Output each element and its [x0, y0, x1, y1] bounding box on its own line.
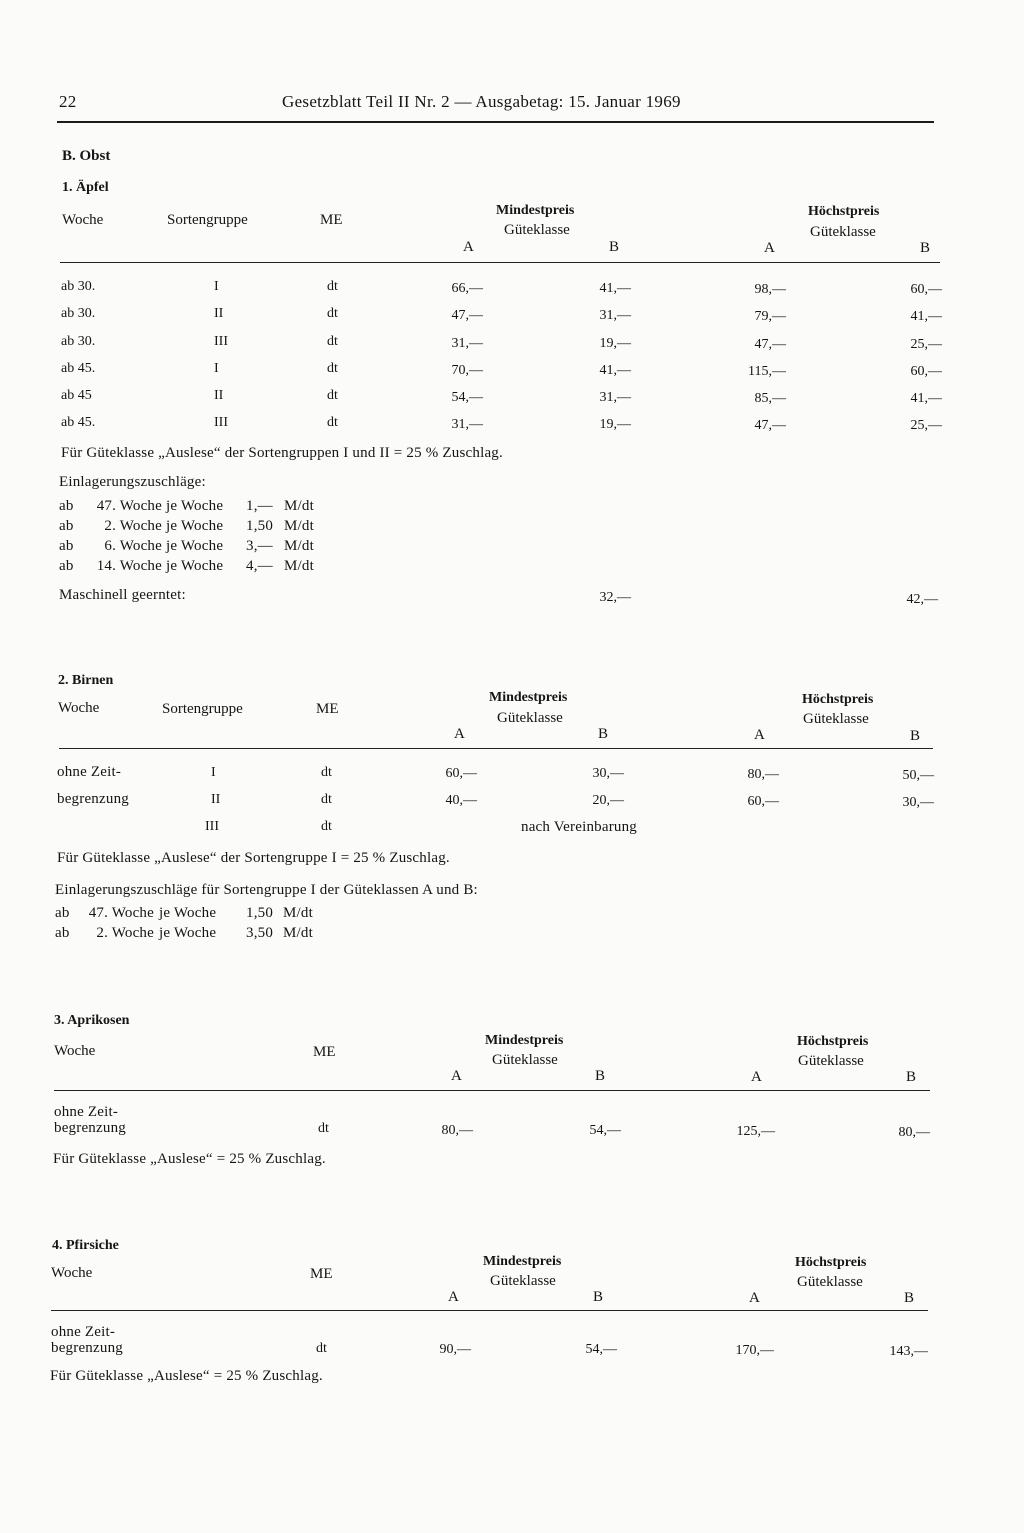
row-max-a: 47,—	[754, 337, 786, 352]
einl-ab: ab	[59, 538, 74, 554]
row-max-a: 98,—	[754, 282, 786, 297]
row-min-a: 60,—	[445, 766, 477, 781]
row-min-a: 54,—	[451, 390, 483, 405]
row-me: dt	[327, 361, 338, 376]
einl-betrag: 3,50	[246, 925, 274, 941]
row-min-b: 19,—	[599, 417, 631, 432]
einl-unit: M/dt	[284, 518, 314, 534]
col-gueteklasse-min: Güteklasse	[492, 1052, 558, 1068]
col-woche: Woche	[54, 1043, 96, 1059]
einl-woche: 2. Woche	[96, 925, 154, 941]
einl-ab: ab	[59, 518, 74, 534]
row-min-a: 90,—	[439, 1342, 471, 1357]
row-sorte: I	[211, 765, 216, 780]
row-me: dt	[327, 279, 338, 294]
einl-ab: ab	[55, 905, 70, 921]
col-sortengruppe: Sortengruppe	[167, 212, 248, 228]
row-max-b: 25,—	[910, 418, 942, 433]
col-mindestpreis: Mindestpreis	[483, 1254, 562, 1269]
row-min-b: 31,—	[599, 308, 631, 323]
row-sorte: I	[214, 279, 219, 294]
row-me: dt	[327, 306, 338, 321]
row-note: nach Vereinbarung	[521, 819, 637, 835]
aepfel-einlagerung-title: Einlagerungszuschläge:	[59, 474, 206, 490]
row-max-a: 47,—	[754, 418, 786, 433]
row-me: dt	[327, 334, 338, 349]
row-min-b: 19,—	[599, 336, 631, 351]
row-sorte: II	[214, 388, 224, 403]
col-hoechstpreis: Höchstpreis	[808, 204, 880, 219]
section-title: B. Obst	[62, 148, 111, 164]
row-min-a: 70,—	[451, 363, 483, 378]
col-hoechstpreis: Höchstpreis	[797, 1034, 869, 1049]
row-max-b: 50,—	[902, 768, 934, 783]
maschinell-min: 32,—	[599, 590, 631, 605]
einl-unit: M/dt	[284, 538, 314, 554]
col-gueteklasse-min: Güteklasse	[490, 1273, 556, 1289]
col-max-a: A	[754, 727, 765, 743]
col-max-a: A	[749, 1290, 760, 1306]
row-woche: ab 30.	[61, 306, 96, 321]
pfirsiche-table-rule	[51, 1310, 928, 1311]
page-number: 22	[59, 92, 77, 111]
birnen-woche-line1: ohne Zeit-	[57, 764, 122, 780]
row-woche: ab 30.	[61, 334, 96, 349]
row-max-a: 80,—	[747, 767, 779, 782]
col-gueteklasse-min: Güteklasse	[497, 710, 563, 726]
col-woche: Woche	[58, 700, 100, 716]
col-min-a: A	[454, 726, 465, 742]
col-min-b: B	[598, 726, 609, 742]
row-me: dt	[321, 765, 332, 780]
row-max-b: 60,—	[910, 364, 942, 379]
row-min-b: 54,—	[585, 1342, 617, 1357]
row-min-b: 31,—	[599, 390, 631, 405]
col-gueteklasse-min: Güteklasse	[504, 222, 570, 238]
einl-unit: M/dt	[284, 558, 314, 574]
row-max-b: 80,—	[898, 1125, 930, 1140]
row-me: dt	[327, 388, 338, 403]
aepfel-title: 1. Äpfel	[62, 180, 109, 195]
row-max-a: 60,—	[747, 794, 779, 809]
row-me: dt	[327, 415, 338, 430]
einl-betrag: 1,50	[246, 518, 274, 534]
col-woche: Woche	[62, 212, 104, 228]
aepfel-table-rule	[60, 262, 940, 263]
row-sorte: II	[211, 792, 221, 807]
row-sorte: III	[214, 334, 228, 349]
col-max-b: B	[910, 728, 921, 744]
birnen-note: Für Güteklasse „Auslese“ der Sortengruppe I = 25 % Zuschlag.	[57, 850, 450, 866]
einl-woche: 6. Woche	[104, 538, 162, 554]
einl-woche: 47. Woche	[88, 905, 154, 921]
row-woche: ab 45.	[61, 361, 96, 376]
row-sorte: III	[205, 819, 219, 834]
row-min-a: 66,—	[451, 281, 483, 296]
row-max-a: 125,—	[736, 1124, 775, 1139]
maschinell-max: 42,—	[906, 592, 938, 607]
col-hoechstpreis: Höchstpreis	[802, 692, 874, 707]
row-min-a: 40,—	[445, 793, 477, 808]
pfirsiche-note: Für Güteklasse „Auslese“ = 25 % Zuschlag.	[50, 1368, 323, 1384]
pfirsiche-title: 4. Pfirsiche	[52, 1238, 119, 1253]
row-sorte: II	[214, 306, 224, 321]
col-max-a: A	[751, 1069, 762, 1085]
row-max-a: 115,—	[748, 364, 786, 379]
row-max-b: 25,—	[910, 337, 942, 352]
row-woche: ab 45	[61, 388, 92, 403]
col-gueteklasse-max: Güteklasse	[797, 1274, 863, 1290]
row-sorte: I	[214, 361, 219, 376]
einl-unit: M/dt	[283, 905, 313, 921]
aepfel-note: Für Güteklasse „Auslese“ der Sortengruppen I und II = 25 % Zuschlag.	[61, 445, 503, 461]
col-min-b: B	[609, 239, 620, 255]
row-woche-line1: ohne Zeit-	[54, 1104, 119, 1120]
row-woche: ab 45.	[61, 415, 96, 430]
page-header-title: Gesetzblatt Teil II Nr. 2 — Ausgabetag: 15. Januar 1969	[282, 92, 681, 111]
row-max-a: 85,—	[754, 391, 786, 406]
row-max-b: 60,—	[910, 282, 942, 297]
col-max-b: B	[920, 240, 931, 256]
row-max-b: 41,—	[910, 309, 942, 324]
row-woche-line2: begrenzung	[51, 1340, 123, 1356]
row-me: dt	[318, 1121, 329, 1136]
einl-betrag: 1,—	[246, 498, 273, 514]
col-gueteklasse-max: Güteklasse	[810, 224, 876, 240]
einl-je: je Woche	[166, 518, 224, 534]
row-min-b: 54,—	[589, 1123, 621, 1138]
einl-ab: ab	[55, 925, 70, 941]
einl-betrag: 4,—	[246, 558, 273, 574]
birnen-table-rule	[59, 748, 933, 749]
birnen-woche-line2: begrenzung	[57, 791, 129, 807]
einl-je: je Woche	[166, 558, 224, 574]
maschinell-label: Maschinell geerntet:	[59, 587, 186, 603]
row-me: dt	[316, 1341, 327, 1356]
row-min-a: 80,—	[441, 1123, 473, 1138]
col-me: ME	[320, 212, 343, 228]
col-max-a: A	[764, 240, 775, 256]
birnen-einlagerung-title: Einlagerungszuschläge für Sortengruppe I der Güteklassen A und B:	[55, 882, 478, 898]
einl-unit: M/dt	[283, 925, 313, 941]
col-mindestpreis: Mindestpreis	[496, 203, 575, 218]
row-sorte: III	[214, 415, 228, 430]
row-me: dt	[321, 819, 332, 834]
row-min-b: 41,—	[599, 281, 631, 296]
col-max-b: B	[904, 1290, 915, 1306]
col-me: ME	[316, 701, 339, 717]
einl-ab: ab	[59, 498, 74, 514]
row-min-b: 30,—	[592, 766, 624, 781]
col-mindestpreis: Mindestpreis	[489, 690, 568, 705]
col-min-a: A	[463, 239, 474, 255]
row-max-a: 170,—	[735, 1343, 774, 1358]
row-woche-line1: ohne Zeit-	[51, 1324, 116, 1340]
col-hoechstpreis: Höchstpreis	[795, 1255, 867, 1270]
row-min-b: 20,—	[592, 793, 624, 808]
col-min-a: A	[451, 1068, 462, 1084]
einl-je: je Woche	[166, 498, 224, 514]
row-me: dt	[321, 792, 332, 807]
birnen-title: 2. Birnen	[58, 673, 114, 688]
einl-unit: M/dt	[284, 498, 314, 514]
col-gueteklasse-max: Güteklasse	[798, 1053, 864, 1069]
col-mindestpreis: Mindestpreis	[485, 1033, 564, 1048]
row-max-b: 30,—	[902, 795, 934, 810]
row-max-b: 143,—	[889, 1344, 928, 1359]
col-min-a: A	[448, 1289, 459, 1305]
row-min-b: 41,—	[599, 363, 631, 378]
col-gueteklasse-max: Güteklasse	[803, 711, 869, 727]
col-sortengruppe: Sortengruppe	[162, 701, 243, 717]
row-woche: ab 30.	[61, 279, 96, 294]
header-rule	[57, 121, 934, 123]
row-max-a: 79,—	[754, 309, 786, 324]
row-max-b: 41,—	[910, 391, 942, 406]
einl-je: je Woche	[166, 538, 224, 554]
einl-je: je Woche	[159, 925, 217, 941]
col-woche: Woche	[51, 1265, 93, 1281]
einl-ab: ab	[59, 558, 74, 574]
einl-woche: 14. Woche	[96, 558, 162, 574]
col-me: ME	[313, 1044, 336, 1060]
col-me: ME	[310, 1266, 333, 1282]
einl-je: je Woche	[159, 905, 217, 921]
aprikosen-title: 3. Aprikosen	[54, 1013, 130, 1028]
row-min-a: 31,—	[451, 336, 483, 351]
einl-woche: 2. Woche	[104, 518, 162, 534]
row-min-a: 31,—	[451, 417, 483, 432]
einl-betrag: 1,50	[246, 905, 274, 921]
einl-betrag: 3,—	[246, 538, 273, 554]
row-min-a: 47,—	[451, 308, 483, 323]
aprikosen-note: Für Güteklasse „Auslese“ = 25 % Zuschlag.	[53, 1151, 326, 1167]
aprikosen-table-rule	[54, 1090, 930, 1091]
col-min-b: B	[595, 1068, 606, 1084]
row-woche-line2: begrenzung	[54, 1120, 126, 1136]
einl-woche: 47. Woche	[96, 498, 162, 514]
col-min-b: B	[593, 1289, 604, 1305]
col-max-b: B	[906, 1069, 917, 1085]
